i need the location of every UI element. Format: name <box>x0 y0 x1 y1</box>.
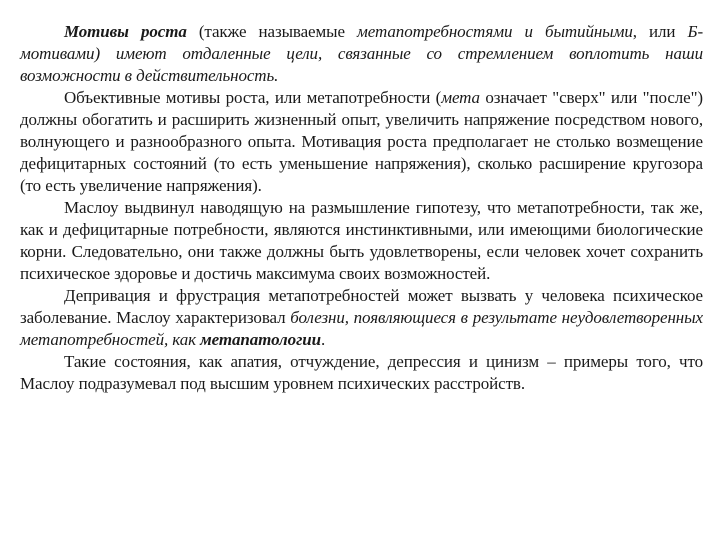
paragraph-objective-motives <box>20 87 703 197</box>
text-run: Объективные мотивы роста, или метапотребности ( <box>64 88 442 107</box>
term-metaneeds: метапотребностями <box>357 22 513 41</box>
paragraph-maslow-hypothesis <box>20 197 703 285</box>
paragraph-conditions <box>20 351 703 395</box>
text-run: ) имеют отдаленные цели, связанные со стремлением воплотить наши возможности в действительность. <box>20 44 703 85</box>
document-body <box>20 21 703 395</box>
text-run: и <box>512 22 545 41</box>
term-metapathologies: метапатологии <box>200 330 321 349</box>
term-growth-motives: Мотивы роста <box>64 22 187 41</box>
term-meta: мета <box>441 88 480 107</box>
text-run: Маслоу выдвинул наводящую на размышление гипотезу, что метапотребности, так же, как и дефицитарные потребности, являются инстинктивными, или имеющими биологические корни. Следовательно, они также должны быть удовлетворены, если человек хочет сохранить психическое здоровье и достичь максимума своих возможностей. <box>20 198 703 283</box>
text-run: (также называемые <box>186 22 358 41</box>
paragraph-deprivation <box>20 285 703 351</box>
term-b-motives: Б-мотивами <box>20 22 704 63</box>
text-run: Такие состояния, как апатия, отчуждение, депрессия и цинизм – примеры того, что Маслоу подразумевал под высшим уровнем психических расстройств. <box>20 352 703 393</box>
text-run: означает "сверх" или "после") должны обогатить и расширить жизненный опыт, увеличить напряжение посредством нового, волнующего и разнообразного опыта. Мотивация роста предполагает не столько возмещение дефицитарных состояний (то есть уменьшение напряжения), сколько расширение кругозора (то есть увеличение напряжения). <box>20 88 703 195</box>
text-run: . <box>320 330 326 349</box>
term-being: бытийными <box>545 22 633 41</box>
text-run: Депривация и фрустрация метапотребностей может вызвать у человека психическое заболевание. Маслоу характеризовал <box>20 286 703 327</box>
paragraph-growth-motives <box>20 21 703 87</box>
text-run: , или <box>632 22 688 41</box>
text-run-italic: болезни, появляющиеся в результате неудовлетворенных метапотребностей, как <box>20 308 703 349</box>
